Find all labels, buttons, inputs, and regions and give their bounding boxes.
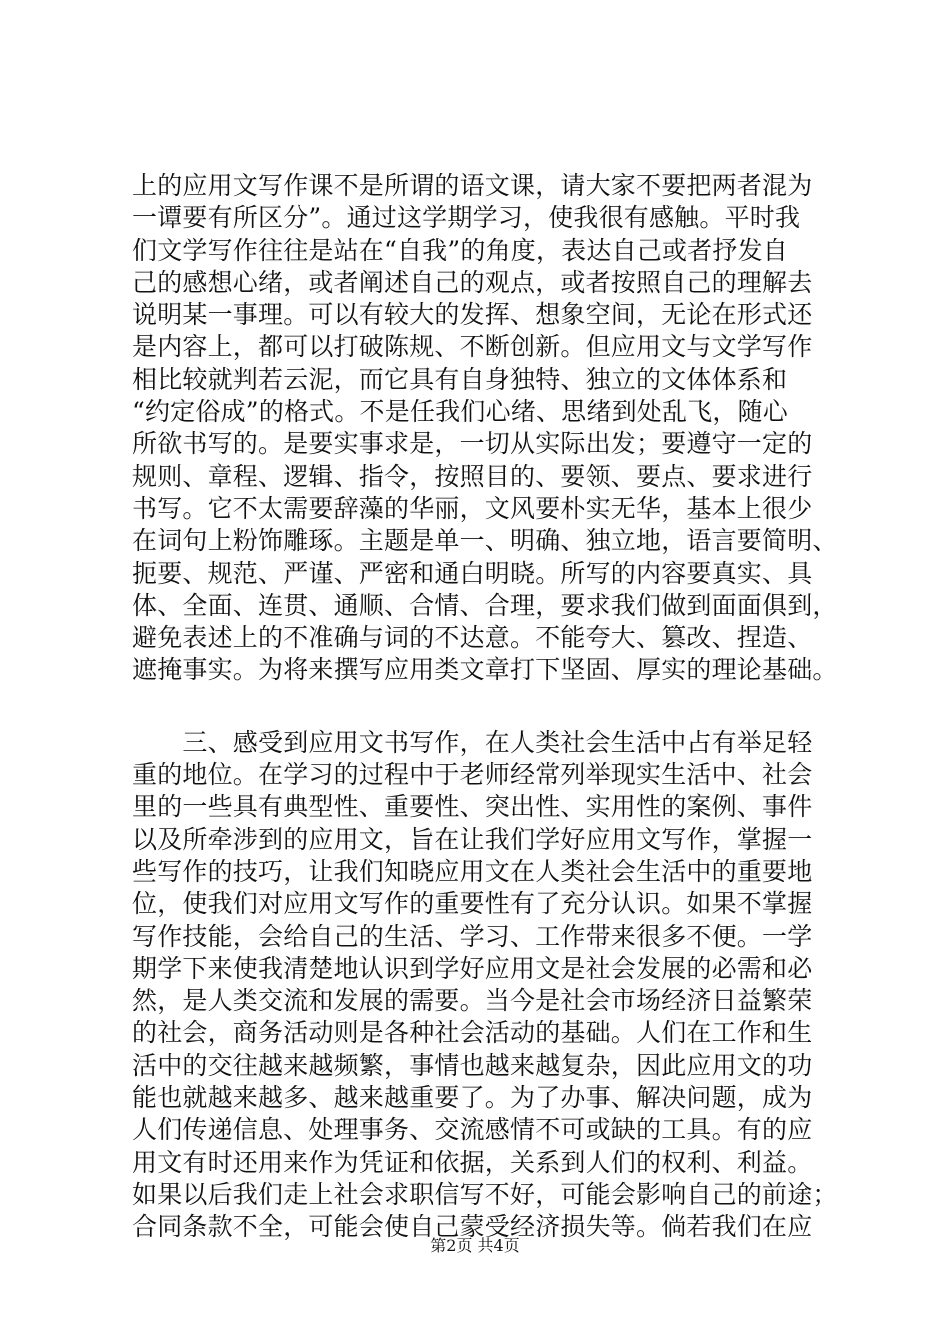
text-line: 活中的交往越来越频繁，事情也越来越复杂，因此应用文的功 <box>132 1050 813 1080</box>
text-line: 三、感受到应用文书写作，在人类社会生活中占有举足轻 <box>132 727 813 757</box>
text-line: “约定俗成”的格式。不是任我们心绪、思绪到处乱飞，随心 <box>132 397 788 427</box>
text-line: 说明某一事理。可以有较大的发挥、想象空间，无论在形式还 <box>132 300 813 330</box>
paragraph-gap <box>132 687 832 727</box>
text-line: 上的应用文写作课不是所谓的语文课，请大家不要把两者混为 <box>132 171 813 200</box>
text-line: 以及所牵涉到的应用文，旨在让我们学好应用文写作，掌握一 <box>132 824 813 854</box>
text-line: 的社会，商务活动则是各种社会活动的基础。人们在工作和生 <box>132 1018 813 1048</box>
paragraph-2 <box>132 727 838 1244</box>
paragraph-1 <box>132 170 838 687</box>
text-line: 避免表述上的不准确与词的不达意。不能夸大、篡改、捏造、 <box>132 623 813 653</box>
text-line: 规则、章程、逻辑、指令，按照目的、要领、要点、要求进行 <box>132 461 813 491</box>
text-line: 些写作的技巧，让我们知晓应用文在人类社会生活中的重要地 <box>132 856 813 886</box>
text-line: 人们传递信息、处理事务、交流感情不可或缺的工具。有的应 <box>132 1115 813 1145</box>
text-line: 期学下来使我清楚地认识到学好应用文是社会发展的必需和必 <box>132 953 813 983</box>
text-line: 体、全面、连贯、通顺、合情、合理，要求我们做到面面俱到， <box>132 590 838 620</box>
text-line: 在词句上粉饰雕琢。主题是单一、明确、独立地，语言要简明、 <box>132 526 838 556</box>
text-line: 是内容上，都可以打破陈规、不断创新。但应用文与文学写作 <box>132 332 813 362</box>
text-line: 里的一些具有典型性、重要性、突出性、实用性的案例、事件 <box>132 792 813 822</box>
text-line: 相比较就判若云泥，而它具有自身独特、独立的文体体系和 <box>132 364 788 394</box>
text-line: 用文有时还用来作为凭证和依据，关系到人们的权利、利益。 <box>132 1147 813 1177</box>
text-line: 书写。它不太需要辞藻的华丽，文风要朴实无华，基本上很少 <box>132 493 813 523</box>
page-footer <box>0 1236 950 1256</box>
text-line: 位，使我们对应用文写作的重要性有了充分认识。如果不掌握 <box>132 889 813 919</box>
text-line: 扼要、规范、严谨、严密和通白明晓。所写的内容要真实、具 <box>132 558 813 588</box>
text-line: 重的地位。在学习的过程中于老师经常列举现实生活中、社会 <box>132 760 813 790</box>
text-line: 己的感想心绪，或者阐述自己的观点，或者按照自己的理解去 <box>132 267 813 297</box>
text-line: 然，是人类交流和发展的需要。当今是社会市场经济日益繁荣 <box>132 986 813 1016</box>
text-line: 所欲书写的。是要实事求是，一切从实际出发；要遵守一定的 <box>132 429 813 459</box>
text-line: 们文学写作往往是站在“自我”的角度，表达自己或者抒发自 <box>132 235 788 265</box>
document-body <box>132 170 838 1244</box>
text-line: 合同条款不全，可能会使自己蒙受经济损失等。倘若我们在应 <box>132 1212 813 1242</box>
page-number-label: 第2页 共4页 <box>430 1236 520 1255</box>
text-line: 写作技能，会给自己的生活、学习、工作带来很多不便。一学 <box>132 921 813 951</box>
text-line: 遮掩事实。为将来撰写应用类文章打下坚固、厚实的理论基础。 <box>132 655 838 685</box>
text-line: 如果以后我们走上社会求职信写不好，可能会影响自己的前途； <box>132 1179 838 1209</box>
text-line: 能也就越来越多、越来越重要了。为了办事、解决问题，成为 <box>132 1083 813 1113</box>
text-line: 一谭要有所区分”。通过这学期学习，使我很有感触。平时我 <box>132 203 801 233</box>
